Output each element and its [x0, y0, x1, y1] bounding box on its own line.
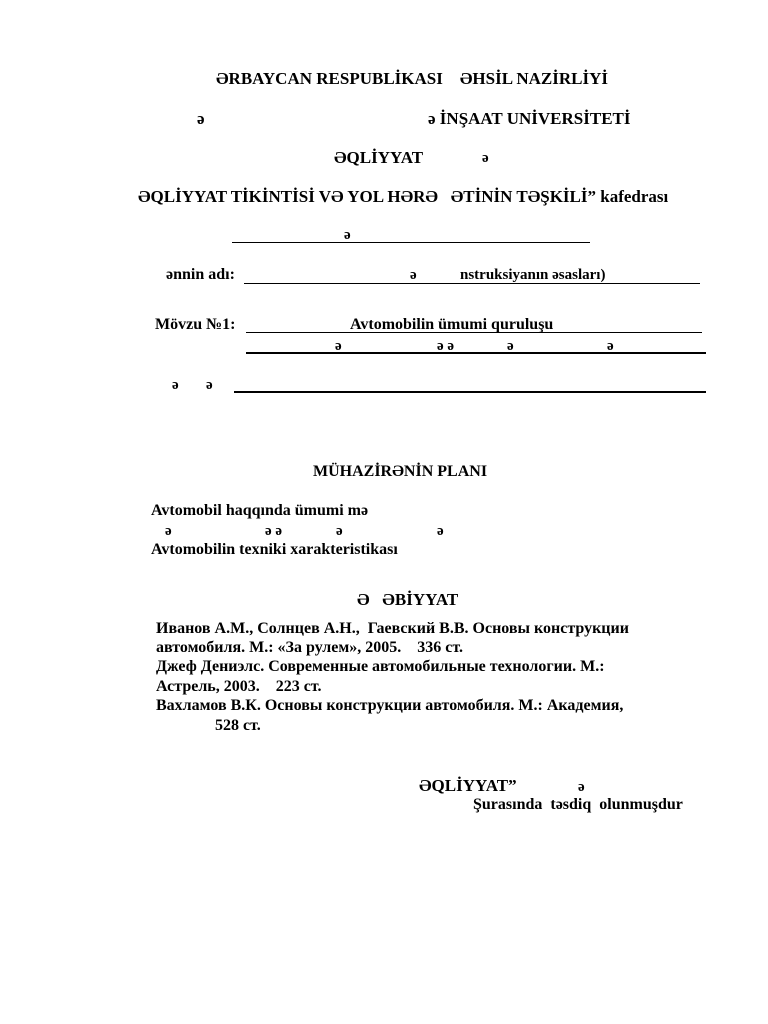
topic-sub-underline: [246, 352, 706, 354]
literature-line-6: 528 ст.: [215, 717, 261, 734]
literature-line-4: Астрель, 2003. 223 ст.: [156, 678, 322, 695]
topic-sub-mark-3: ə: [507, 338, 514, 354]
ministry-heading: ƏRBAYCAN RESPUBLİKASI ƏHSİL NAZİRLİYİ: [216, 69, 608, 88]
subject-value: nstruksiyanın əsasları): [460, 267, 606, 283]
topic-label: Mövzu №1:: [155, 316, 236, 333]
subject-mid-mark: ə: [410, 267, 417, 283]
topic-sub-mark-1: ə: [335, 338, 342, 354]
footer-mark: ə: [578, 779, 585, 795]
subject-underline: [244, 283, 700, 284]
line8-mark-1: ə: [172, 377, 179, 393]
literature-line-5: Вахламов В.К. Основы конструкции автомобиля. М.: Академия,: [156, 697, 624, 714]
plan-item-2-mark-4: ə: [437, 523, 444, 539]
subject-label: ənnin adı:: [166, 266, 235, 283]
plan-item-2-mark-3: ə: [336, 523, 343, 539]
literature-line-3: Джеф Дениэлс. Современные автомобильные технологии. М.:: [156, 658, 605, 675]
topic-sub-mark-4: ə: [607, 338, 614, 354]
faculty-heading-mark: ə: [482, 150, 489, 166]
blank-line-2: [234, 391, 706, 393]
line5-mark: ə: [344, 227, 351, 243]
plan-item-3: Avtomobilin texniki xarakteristikası: [151, 541, 398, 558]
faculty-heading: ƏQLİYYAT: [334, 148, 424, 167]
literature-title: Ə ƏBİYYAT: [357, 590, 459, 609]
footer-faculty: ƏQLİYYAT”: [419, 776, 517, 795]
blank-line-1: [232, 242, 590, 243]
university-heading: ə İNŞAAT UNİVERSİTETİ: [428, 109, 631, 128]
plan-item-2-mark-1: ə: [165, 523, 172, 539]
department-heading: ƏQLİYYAT TİKİNTİSİ VƏ YOL HƏRƏ ƏTİNİN TƏŞKİLİ” kafedrası: [138, 187, 669, 206]
literature-line-2: автомобиля. М.: «За рулем», 2005. 336 ст.: [156, 639, 464, 656]
line8-mark-2: ə: [206, 377, 213, 393]
topic-sub-mark-2: ə ə: [437, 338, 455, 354]
literature-line-1: Иванов А.М., Солнцев А.Н., Гаевский В.В. Основы конструкции: [156, 620, 629, 637]
university-heading-mark: ə: [197, 109, 205, 128]
topic-value: Avtomobilin ümumi quruluşu: [350, 316, 554, 333]
topic-underline: [246, 332, 702, 333]
plan-item-2-mark-2: ə ə: [265, 523, 283, 539]
plan-title: MÜHAZİRƏNİN PLANI: [313, 463, 488, 480]
plan-item-1: Avtomobil haqqında ümumi mə: [151, 502, 369, 519]
footer-approval: Şurasında təsdiq olunmuşdur: [473, 796, 683, 813]
